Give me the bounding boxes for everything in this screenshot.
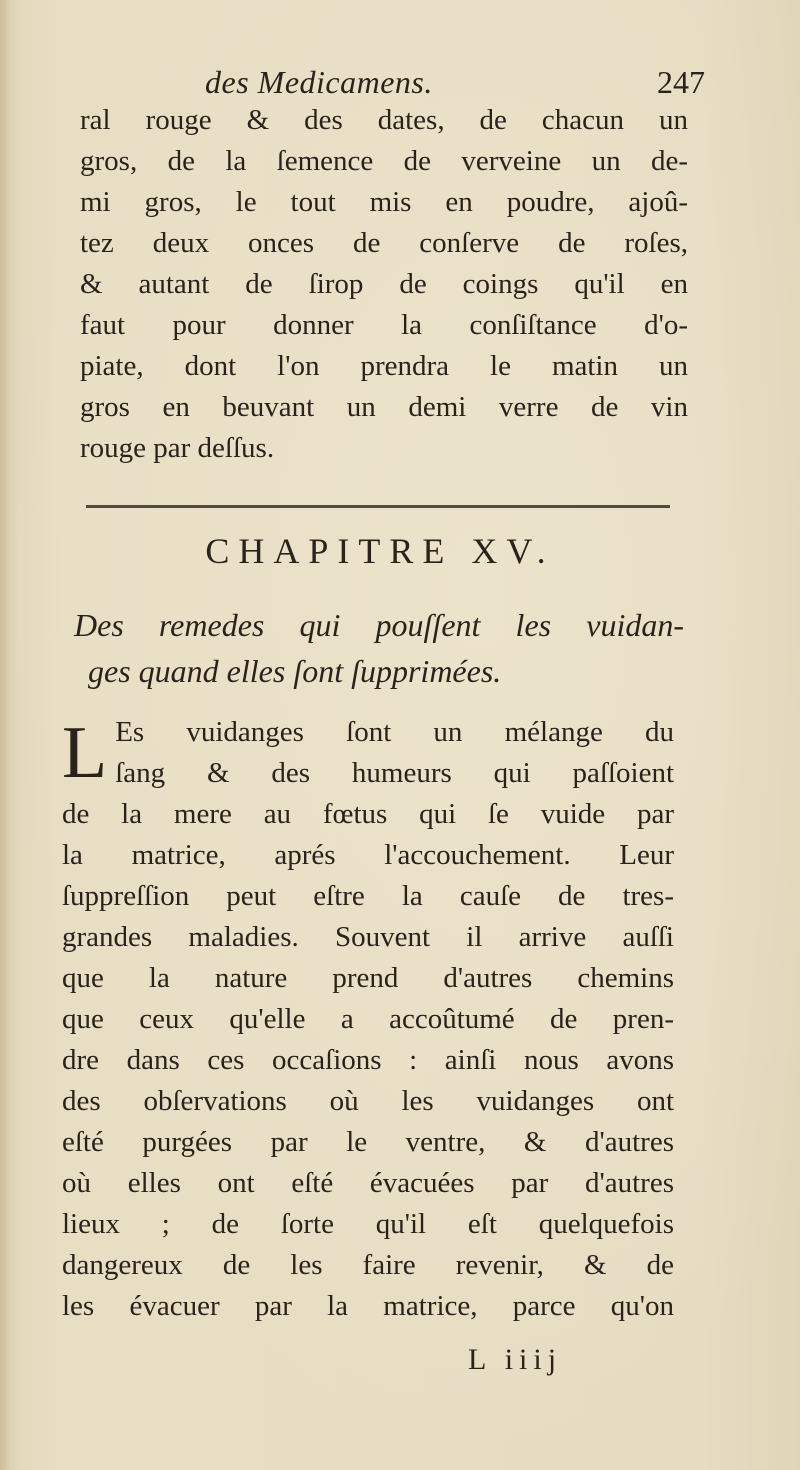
- text-line: dangereux de les faire revenir, & de: [62, 1249, 674, 1281]
- text-line: grandes maladies. Souvent il arrive auſſi: [62, 921, 674, 953]
- running-title: des Medicamens.: [205, 64, 433, 100]
- text-line: faut pour donner la conſiſtance d'o-: [80, 309, 688, 341]
- chapter-subtitle: [74, 602, 684, 694]
- text-line: tez deux onces de conſerve de roſes,: [80, 227, 688, 259]
- opening-lines: [62, 712, 674, 794]
- page-number: 247: [657, 64, 705, 100]
- text-line: lieux ; de ſorte qu'il eſt quelquefois: [62, 1208, 674, 1240]
- page-gutter-shadow: [0, 0, 10, 1470]
- text-line: où elles ont eſté évacuées par d'autres: [62, 1167, 674, 1199]
- text-line: rouge par deſſus.: [80, 432, 275, 464]
- text-line: eſté purgées par le ventre, & d'autres: [62, 1126, 674, 1158]
- text-line: dre dans ces occaſions : ainſi nous avons: [62, 1044, 674, 1076]
- text-line: gros en beuvant un demi verre de vin: [80, 391, 688, 423]
- main-paragraph: [62, 712, 674, 1327]
- text-line: piate, dont l'on prendra le matin un: [80, 350, 688, 382]
- text-line: mi gros, le tout mis en poudre, ajoû-: [80, 186, 688, 218]
- page-header: [205, 64, 705, 104]
- top-paragraph: [80, 100, 688, 469]
- text-line: la matrice, aprés l'accouchement. Leur: [62, 839, 674, 871]
- text-line: les évacuer par la matrice, parce qu'on: [62, 1290, 674, 1322]
- subtitle-line: ges quand elles ſont ſupprimées.: [88, 653, 502, 689]
- text-line: ſuppreſſion peut eſtre la cauſe de tres-: [62, 880, 674, 912]
- chapter-divider-rule: [86, 505, 670, 508]
- drop-cap: L: [62, 712, 108, 794]
- text-line: ſang & des humeurs qui paſſoient: [115, 757, 674, 789]
- text-line: des obſervations où les vuidanges ont: [62, 1085, 674, 1117]
- text-line: que ceux qu'elle a accoûtumé de pren-: [62, 1003, 674, 1035]
- chapter-heading: CHAPITRE XV.: [205, 531, 555, 571]
- signature-mark: L iiij: [468, 1343, 563, 1376]
- subtitle-line: Des remedes qui pouſſent les vuidan-: [74, 607, 684, 643]
- text-line: ral rouge & des dates, de chacun un: [80, 104, 688, 136]
- text-line: que la nature prend d'autres chemins: [62, 962, 674, 994]
- text-line: & autant de ſirop de coings qu'il en: [80, 268, 688, 300]
- text-line: Es vuidanges ſont un mélange du: [115, 716, 674, 748]
- text-line: de la mere au fœtus qui ſe vuide par: [62, 798, 674, 830]
- text-line: gros, de la ſemence de verveine un de-: [80, 145, 688, 177]
